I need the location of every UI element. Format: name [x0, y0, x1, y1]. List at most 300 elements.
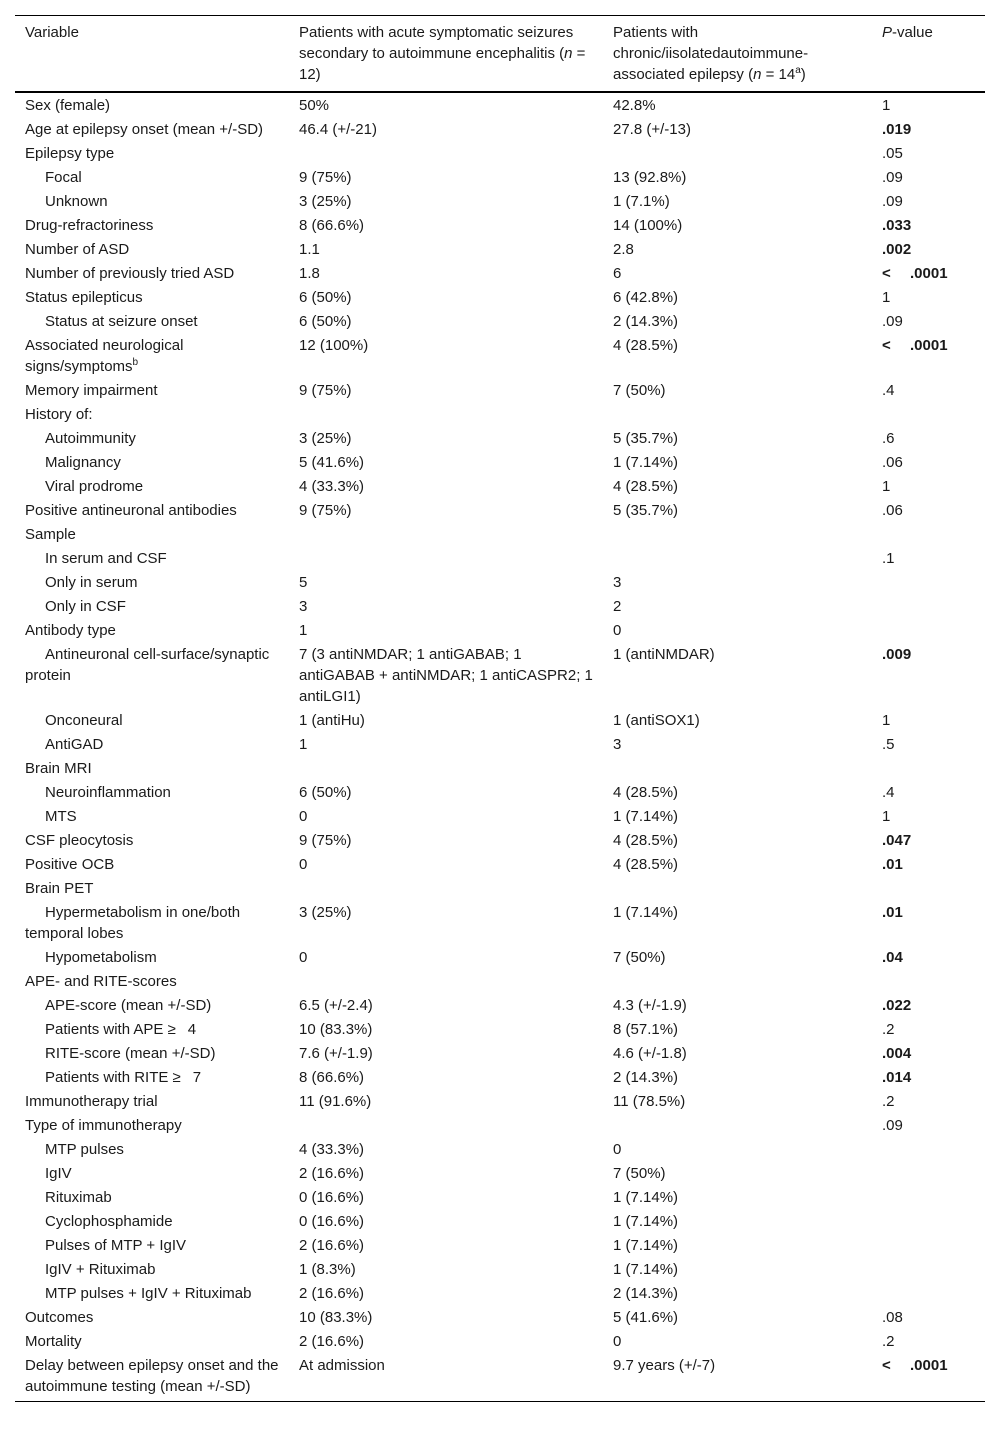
variable-cell	[15, 166, 289, 190]
p-value: 1	[882, 289, 891, 306]
p-value: .4	[882, 382, 895, 399]
p-value-cell	[872, 709, 985, 733]
acute-cell: 7 (3 antiNMDAR; 1 antiGABAB; 1 antiGABAB + antiNMDAR; 1 antiCASPR2; 1 antiLGI1)	[299, 646, 593, 705]
p-value-cell	[872, 142, 985, 166]
variable-label: APE-score (mean +/-SD)	[45, 997, 212, 1014]
acute-cell: 8 (66.6%)	[299, 217, 365, 234]
variable-label: Drug-refractoriness	[25, 217, 154, 234]
table-row	[15, 805, 985, 829]
acute-cell	[289, 970, 603, 994]
p-value-cell	[872, 1186, 985, 1210]
p-value-cell	[872, 214, 985, 238]
p-value-cell	[872, 523, 985, 547]
header-p-value: P-value	[872, 16, 985, 93]
variable-label: Brain MRI	[25, 760, 92, 777]
p-value-cell	[872, 643, 985, 709]
variable-cell	[15, 286, 289, 310]
p-value: .04	[882, 949, 903, 966]
chronic-cell: 5 (35.7%)	[613, 430, 679, 447]
p-value-cell	[872, 334, 985, 379]
chronic-cell: 1 (antiSOX1)	[613, 712, 700, 729]
variable-cell	[15, 1186, 289, 1210]
variable-label: History of:	[25, 406, 93, 423]
variable-cell	[15, 1018, 289, 1042]
acute-cell: 1 (antiHu)	[299, 712, 365, 729]
variable-cell	[15, 238, 289, 262]
variable-label: CSF pleocytosis	[25, 832, 134, 849]
variable-label: Immunotherapy trial	[25, 1093, 158, 1110]
table-row	[15, 142, 985, 166]
acute-cell: 10 (83.3%)	[299, 1021, 373, 1038]
results-table	[15, 15, 985, 1402]
chronic-cell: 1 (7.14%)	[613, 808, 679, 825]
p-value-cell	[872, 1066, 985, 1090]
acute-cell	[289, 1114, 603, 1138]
variable-cell	[15, 403, 289, 427]
variable-label: Status at seizure onset	[45, 313, 198, 330]
variable-label: Only in CSF	[45, 598, 126, 615]
variable-cell	[15, 1306, 289, 1330]
variable-label: Pulses of MTP + IgIV	[45, 1237, 187, 1254]
less-than-sign: <	[882, 1357, 891, 1374]
chronic-cell: 4.3 (+/-1.9)	[613, 997, 687, 1014]
variable-label: Type of immunotherapy	[25, 1117, 182, 1134]
variable-label: Unknown	[45, 193, 108, 210]
table-row	[15, 427, 985, 451]
table-row	[15, 1090, 985, 1114]
table-row	[15, 1114, 985, 1138]
table-row	[15, 757, 985, 781]
variable-label: Mortality	[25, 1333, 82, 1350]
acute-cell	[289, 403, 603, 427]
variable-cell	[15, 1042, 289, 1066]
chronic-cell: 8 (57.1%)	[613, 1021, 679, 1038]
variable-cell	[15, 92, 289, 118]
variable-label: Associated neurological signs/symptoms	[25, 337, 184, 375]
variable-label: Positive OCB	[25, 856, 115, 873]
p-value: .08	[882, 1309, 903, 1326]
p-value-cell	[872, 1018, 985, 1042]
p-value-cell	[872, 1162, 985, 1186]
chronic-cell: 3	[613, 574, 622, 591]
chronic-cell	[603, 877, 872, 901]
p-value-cell	[872, 238, 985, 262]
variable-label: Number of previously tried ASD	[25, 265, 235, 282]
chronic-cell: 1 (7.14%)	[613, 454, 679, 471]
p-value-cell	[872, 1138, 985, 1162]
variable-cell	[15, 190, 289, 214]
variable-label: RITE-score (mean +/-SD)	[45, 1045, 216, 1062]
table-row	[15, 1258, 985, 1282]
chronic-cell: 42.8%	[613, 97, 656, 114]
acute-cell: 4 (33.3%)	[299, 1141, 365, 1158]
header-variable: Variable	[15, 16, 289, 93]
variable-cell	[15, 619, 289, 643]
acute-cell: 6 (50%)	[299, 784, 352, 801]
p-value-cell	[872, 1042, 985, 1066]
p-value-cell	[872, 571, 985, 595]
p-value: .09	[882, 193, 903, 210]
p-value: .0001	[910, 337, 948, 354]
variable-label: IgIV	[45, 1165, 72, 1182]
p-value-cell	[872, 427, 985, 451]
table-row	[15, 1210, 985, 1234]
table-row	[15, 286, 985, 310]
header-chronic: Patients with chronic/iisolatedautoimmune-associated epilepsy $(n = 14^a)$	[603, 16, 872, 93]
acute-cell: At admission	[289, 1354, 603, 1402]
footnote-marker: b	[132, 357, 139, 368]
table-row	[15, 238, 985, 262]
table-row	[15, 709, 985, 733]
variable-label: Memory impairment	[25, 382, 158, 399]
chronic-cell: 6	[613, 265, 622, 282]
p-value-cell	[872, 946, 985, 970]
p-value: .004	[882, 1045, 912, 1062]
p-value-cell	[872, 403, 985, 427]
variable-label: Autoimmunity	[45, 430, 136, 447]
variable-cell	[15, 757, 289, 781]
table-row	[15, 970, 985, 994]
p-value-cell	[872, 499, 985, 523]
p-value: .2	[882, 1093, 895, 1110]
chronic-cell	[603, 1114, 872, 1138]
acute-cell: 5	[299, 574, 308, 591]
acute-cell: 0	[299, 856, 308, 873]
variable-label: Hypometabolism	[45, 949, 157, 966]
chronic-cell: 4 (28.5%)	[613, 832, 679, 849]
acute-cell: 11 (91.6%)	[299, 1093, 372, 1110]
chronic-cell: 2 (14.3%)	[613, 1285, 679, 1302]
chronic-cell: 11 (78.5%)	[613, 1093, 686, 1110]
chronic-cell: 4 (28.5%)	[613, 337, 679, 354]
p-value: .05	[882, 145, 903, 162]
table-row	[15, 1066, 985, 1090]
variable-label: Brain PET	[25, 880, 94, 897]
chronic-cell	[603, 523, 872, 547]
p-value-cell	[872, 781, 985, 805]
variable-label: Focal	[45, 169, 82, 186]
p-value: .06	[882, 502, 903, 519]
table-row	[15, 1042, 985, 1066]
p-value: .4	[882, 784, 895, 801]
acute-cell: 2 (16.6%)	[299, 1165, 365, 1182]
variable-cell	[15, 214, 289, 238]
variable-cell	[15, 853, 289, 877]
acute-cell: 6 (50%)	[299, 289, 352, 306]
p-value-cell	[872, 166, 985, 190]
chronic-cell	[603, 970, 872, 994]
variable-label: Malignancy	[45, 454, 121, 471]
acute-cell: 4 (33.3%)	[299, 478, 365, 495]
chronic-cell: 1 (7.14%)	[613, 1261, 679, 1278]
p-value: .047	[882, 832, 912, 849]
p-value: .014	[882, 1069, 912, 1086]
p-value: .0001	[910, 265, 948, 282]
p-value: .033	[882, 217, 912, 234]
variable-cell	[15, 1210, 289, 1234]
p-value-cell	[872, 310, 985, 334]
p-value-cell	[872, 970, 985, 994]
acute-cell: 3 (25%)	[299, 430, 352, 447]
variable-cell	[15, 1258, 289, 1282]
acute-cell: 9 (75%)	[299, 382, 352, 399]
variable-cell	[15, 1354, 289, 1402]
variable-label: MTP pulses	[45, 1141, 124, 1158]
variable-label: Sample	[25, 526, 76, 543]
p-value: .022	[882, 997, 912, 1014]
variable-cell	[15, 547, 289, 571]
variable-cell	[15, 994, 289, 1018]
table-row	[15, 1282, 985, 1306]
variable-cell	[15, 499, 289, 523]
p-value-cell	[872, 1306, 985, 1330]
table-row	[15, 1234, 985, 1258]
acute-cell: 3 (25%)	[299, 193, 352, 210]
p-value: .09	[882, 1117, 903, 1134]
table-row	[15, 1306, 985, 1330]
acute-cell	[289, 523, 603, 547]
acute-cell	[289, 877, 603, 901]
chronic-cell	[603, 142, 872, 166]
p-value-cell	[872, 1234, 985, 1258]
acute-cell: 1.1	[299, 241, 320, 258]
acute-cell: 3	[299, 598, 308, 615]
chronic-cell: 7 (50%)	[613, 1165, 666, 1182]
p-value-cell	[872, 475, 985, 499]
variable-cell	[15, 643, 289, 709]
acute-cell: 2 (16.6%)	[299, 1285, 365, 1302]
table-row	[15, 166, 985, 190]
variable-label: In serum and CSF	[45, 550, 167, 567]
variable-cell	[15, 310, 289, 334]
chronic-cell: 1 (7.14%)	[613, 904, 679, 921]
chronic-cell: 0	[613, 1333, 622, 1350]
variable-cell	[15, 142, 289, 166]
variable-cell	[15, 1162, 289, 1186]
chronic-cell: 2	[613, 598, 622, 615]
variable-cell	[15, 877, 289, 901]
acute-cell: 0 (16.6%)	[299, 1213, 365, 1230]
table-row	[15, 214, 985, 238]
p-value-cell	[872, 1114, 985, 1138]
acute-cell: 7.6 (+/-1.9)	[299, 1045, 373, 1062]
p-value-cell	[872, 451, 985, 475]
p-value-cell	[872, 1330, 985, 1354]
chronic-cell: 2 (14.3%)	[613, 1069, 679, 1086]
variable-label: Rituximab	[45, 1189, 112, 1206]
table-row	[15, 310, 985, 334]
variable-cell	[15, 571, 289, 595]
p-value-cell	[872, 262, 985, 286]
chronic-cell: 3	[613, 736, 622, 753]
p-value-cell	[872, 190, 985, 214]
p-value: .1	[882, 550, 895, 567]
p-value-cell	[872, 901, 985, 946]
table-row	[15, 829, 985, 853]
chronic-cell: 14 (100%)	[613, 217, 683, 234]
variable-cell	[15, 475, 289, 499]
chronic-cell: 1 (7.1%)	[613, 193, 670, 210]
p-value-cell	[872, 829, 985, 853]
less-than-sign: <	[882, 337, 891, 354]
p-value-cell	[872, 757, 985, 781]
variable-label: MTS	[45, 808, 77, 825]
chronic-cell: 1 (7.14%)	[613, 1237, 679, 1254]
p-value-cell	[872, 92, 985, 118]
variable-cell	[15, 829, 289, 853]
variable-cell	[15, 427, 289, 451]
variable-cell	[15, 379, 289, 403]
variable-cell	[15, 970, 289, 994]
variable-label: AntiGAD	[45, 736, 104, 753]
variable-cell	[15, 1138, 289, 1162]
variable-cell	[15, 1066, 289, 1090]
p-value: .09	[882, 169, 903, 186]
p-value-cell	[872, 547, 985, 571]
table-row	[15, 643, 985, 709]
chronic-cell: 7 (50%)	[613, 382, 666, 399]
table-row	[15, 92, 985, 118]
variable-label: Age at epilepsy onset (mean +/-SD)	[25, 121, 264, 138]
p-value-cell	[872, 1354, 985, 1402]
p-value: .009	[882, 646, 912, 663]
chronic-cell: 9.7 years (+/-7)	[603, 1354, 872, 1402]
table-row	[15, 595, 985, 619]
chronic-cell: 1 (antiNMDAR)	[613, 646, 715, 663]
acute-cell: 5 (41.6%)	[299, 454, 365, 471]
table-row	[15, 475, 985, 499]
p-value: 1	[882, 97, 891, 114]
table-row	[15, 1330, 985, 1354]
variable-cell	[15, 781, 289, 805]
variable-label: Neuroinflammation	[45, 784, 171, 801]
variable-label: IgIV + Rituximab	[45, 1261, 156, 1278]
variable-label: Sex (female)	[25, 97, 111, 114]
p-value: 1	[882, 712, 891, 729]
table-row	[15, 451, 985, 475]
p-value-cell	[872, 994, 985, 1018]
acute-cell: 2 (16.6%)	[299, 1333, 365, 1350]
variable-label: Outcomes	[25, 1309, 94, 1326]
variable-label: Antineuronal cell-surface/synaptic protein	[25, 646, 270, 684]
p-value: .0001	[910, 1357, 948, 1374]
acute-cell: 46.4 (+/-21)	[299, 121, 377, 138]
p-value: .06	[882, 454, 903, 471]
variable-label: Status epilepticus	[25, 289, 143, 306]
p-value: .019	[882, 121, 912, 138]
acute-cell: 1 (8.3%)	[299, 1261, 356, 1278]
variable-cell	[15, 709, 289, 733]
table-row	[15, 946, 985, 970]
variable-cell	[15, 805, 289, 829]
p-value: .01	[882, 904, 903, 921]
variable-cell	[15, 946, 289, 970]
p-value: .6	[882, 430, 895, 447]
p-value-cell	[872, 853, 985, 877]
variable-cell	[15, 1114, 289, 1138]
acute-cell: 1	[299, 622, 308, 639]
p-value: .5	[882, 736, 895, 753]
p-value: .01	[882, 856, 903, 873]
table-row	[15, 571, 985, 595]
acute-cell	[289, 547, 603, 571]
acute-cell: 0 (16.6%)	[299, 1189, 365, 1206]
table-row	[15, 403, 985, 427]
chronic-cell: 13 (92.8%)	[613, 169, 687, 186]
variable-cell	[15, 262, 289, 286]
acute-cell: 9 (75%)	[299, 832, 352, 849]
acute-cell: 9 (75%)	[299, 502, 352, 519]
acute-cell: 1.8	[299, 265, 320, 282]
acute-cell: 50%	[299, 97, 330, 114]
p-value-cell	[872, 733, 985, 757]
table-row	[15, 877, 985, 901]
variable-cell	[15, 901, 289, 946]
chronic-cell: 5 (41.6%)	[613, 1309, 679, 1326]
acute-cell: 12 (100%)	[299, 337, 369, 354]
variable-label: Only in serum	[45, 574, 138, 591]
table-row	[15, 190, 985, 214]
acute-cell: 3 (25%)	[299, 904, 352, 921]
p-value-cell	[872, 1090, 985, 1114]
table-row	[15, 547, 985, 571]
p-value-cell	[872, 118, 985, 142]
header-acute: Patients with acute symptomatic seizures secondary to autoimmune encephalitis (n = 12)	[289, 16, 603, 93]
variable-cell	[15, 595, 289, 619]
p-value-cell	[872, 1282, 985, 1306]
chronic-cell: 4 (28.5%)	[613, 478, 679, 495]
p-value: 1	[882, 478, 891, 495]
chronic-cell: 1 (7.14%)	[613, 1189, 679, 1206]
variable-cell	[15, 451, 289, 475]
chronic-cell: 5 (35.7%)	[613, 502, 679, 519]
acute-cell: 9 (75%)	[299, 169, 352, 186]
acute-cell: 2 (16.6%)	[299, 1237, 365, 1254]
table-header-row	[15, 16, 985, 93]
variable-cell	[15, 1330, 289, 1354]
chronic-cell: 7 (50%)	[613, 949, 666, 966]
acute-cell: 10 (83.3%)	[299, 1309, 373, 1326]
table-row	[15, 1186, 985, 1210]
table-row	[15, 619, 985, 643]
table-row	[15, 901, 985, 946]
chronic-cell: 0	[613, 622, 622, 639]
chronic-cell: 4.6 (+/-1.8)	[613, 1045, 687, 1062]
chronic-cell: 27.8 (+/-13)	[613, 121, 691, 138]
p-value-cell	[872, 877, 985, 901]
chronic-cell: 0	[613, 1141, 622, 1158]
chronic-cell: 4 (28.5%)	[613, 784, 679, 801]
less-than-sign: <	[882, 265, 891, 282]
table-row	[15, 118, 985, 142]
acute-cell	[289, 142, 603, 166]
variable-cell	[15, 118, 289, 142]
threshold-value: 4	[187, 1021, 197, 1038]
acute-cell: 0	[299, 949, 308, 966]
p-value-cell	[872, 1210, 985, 1234]
chronic-cell	[603, 757, 872, 781]
chronic-cell	[603, 547, 872, 571]
p-value: .2	[882, 1021, 895, 1038]
acute-cell: 6 (50%)	[299, 313, 352, 330]
variable-cell	[15, 1234, 289, 1258]
variable-label: Onconeural	[45, 712, 123, 729]
variable-label: Patients with APE ≥	[45, 1021, 176, 1038]
table-row	[15, 853, 985, 877]
variable-label: Number of ASD	[25, 241, 130, 258]
p-value: .002	[882, 241, 912, 258]
p-value-cell	[872, 619, 985, 643]
